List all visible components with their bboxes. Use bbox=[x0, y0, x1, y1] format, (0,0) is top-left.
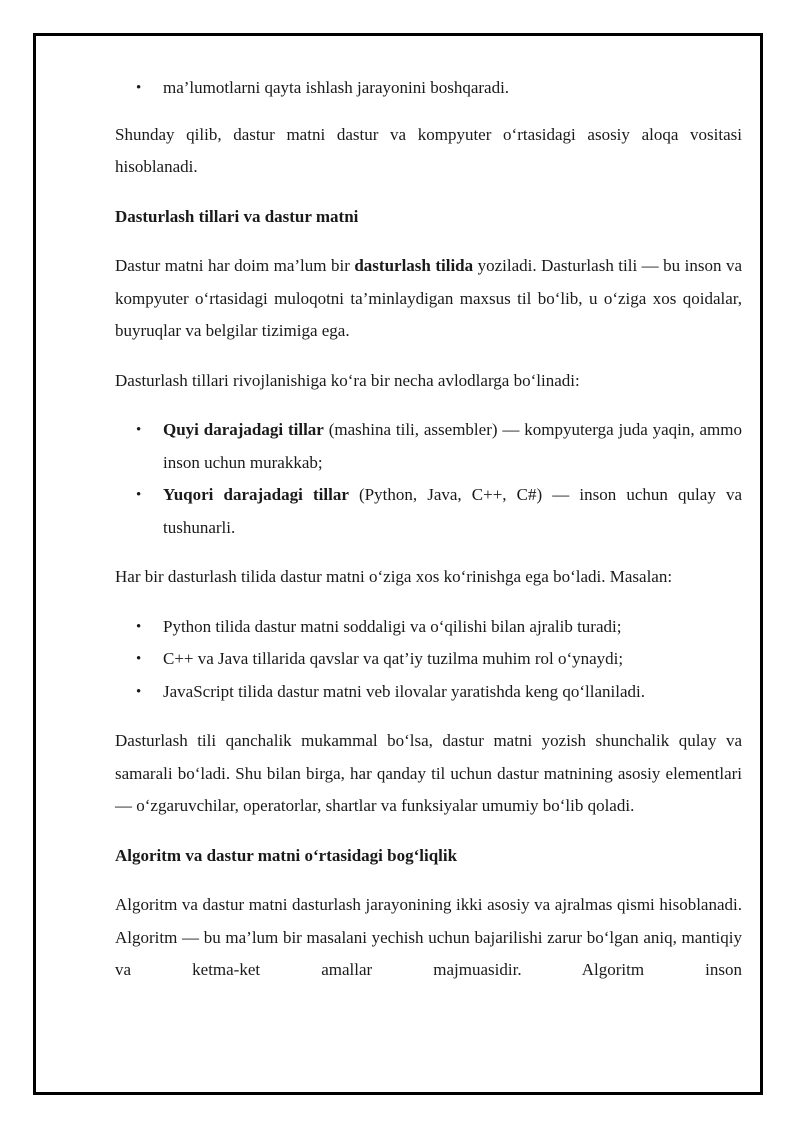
bold-term: Yuqori darajadagi tillar bbox=[163, 485, 349, 504]
list-item bbox=[115, 414, 742, 479]
language-levels-list bbox=[115, 414, 742, 544]
bold-term: Quyi darajadagi tillar bbox=[163, 420, 324, 439]
text-run: yoziladi. Dasturlash tili — bu inson va kompyuter o‘rtasidagi muloqotni ta’minlaydigan maxsus til bo‘lib, u o‘ziga xos qoidalar, buyruqlar va belgilar tizimiga ega. bbox=[115, 256, 743, 340]
text-run: Dastur matni har doim ma’lum bir bbox=[115, 256, 355, 275]
list-item: • ma’lumotlarni qayta ishlash jarayonini boshqaradi. bbox=[115, 72, 742, 105]
bold-term: dasturlash tilida bbox=[354, 256, 474, 275]
list-item bbox=[115, 479, 742, 544]
paragraph-perfect: Dasturlash tili qanchalik mukammal bo‘lsa, dastur matni yozish shunchalik qulay va samarali bo‘ladi. Shu bilan birga, har qanday til uchun dastur matnining asosiy elementlari — o‘zgaruvchilar, operatorlar, shartlar va funksiyalar umumiy bo‘lib qoladi. bbox=[115, 731, 742, 815]
top-bullet-list bbox=[115, 72, 742, 105]
section-heading-algorithm: Algoritm va dastur matni o‘rtasidagi bog‘liqlik bbox=[115, 845, 458, 865]
list-item: • C++ va Java tillarida qavslar va qat’iy tuzilma muhim rol o‘ynaydi; bbox=[115, 643, 742, 676]
paragraph-language bbox=[115, 250, 742, 348]
examples-list bbox=[115, 611, 742, 709]
list-item: • Python tilida dastur matni soddaligi va o‘qilishi bilan ajralib turadi; bbox=[115, 611, 742, 644]
list-item-text: (Python, Java, C++, C#) — inson uchun qulay va tushunarli. bbox=[163, 485, 742, 537]
paragraph-example: Har bir dasturlash tilida dastur matni o‘ziga xos ko‘rinishga ega bo‘ladi. Masalan: bbox=[115, 567, 673, 586]
paragraph-summary: Shunday qilib, dastur matni dastur va kompyuter o‘rtasidagi asosiy aloqa vositasi hisoblanadi. bbox=[115, 124, 742, 176]
paragraph-generations: Dasturlash tillari rivojlanishiga ko‘ra bir necha avlodlarga bo‘linadi: bbox=[115, 370, 580, 390]
document-body bbox=[115, 72, 742, 1004]
section-heading-languages: Dasturlash tillari va dastur matni bbox=[115, 206, 359, 226]
list-item: • JavaScript tilida dastur matni veb ilovalar yaratishda keng qo‘llaniladi. bbox=[115, 676, 742, 709]
paragraph-algorithm: Algoritm va dastur matni dasturlash jarayonining ikki asosiy va ajralmas qismi hisoblanadi. Algoritm — bu ma’lum bir masalani yechish uchun bajarilishi zarur bo‘lgan aniq, mantiqiy va ketma-ket amallar majmuasidir. Algoritm inson bbox=[115, 895, 742, 979]
list-item-text: (mashina tili, assembler) — kompyuterga juda yaqin, ammo inson uchun murakkab; bbox=[163, 420, 742, 472]
